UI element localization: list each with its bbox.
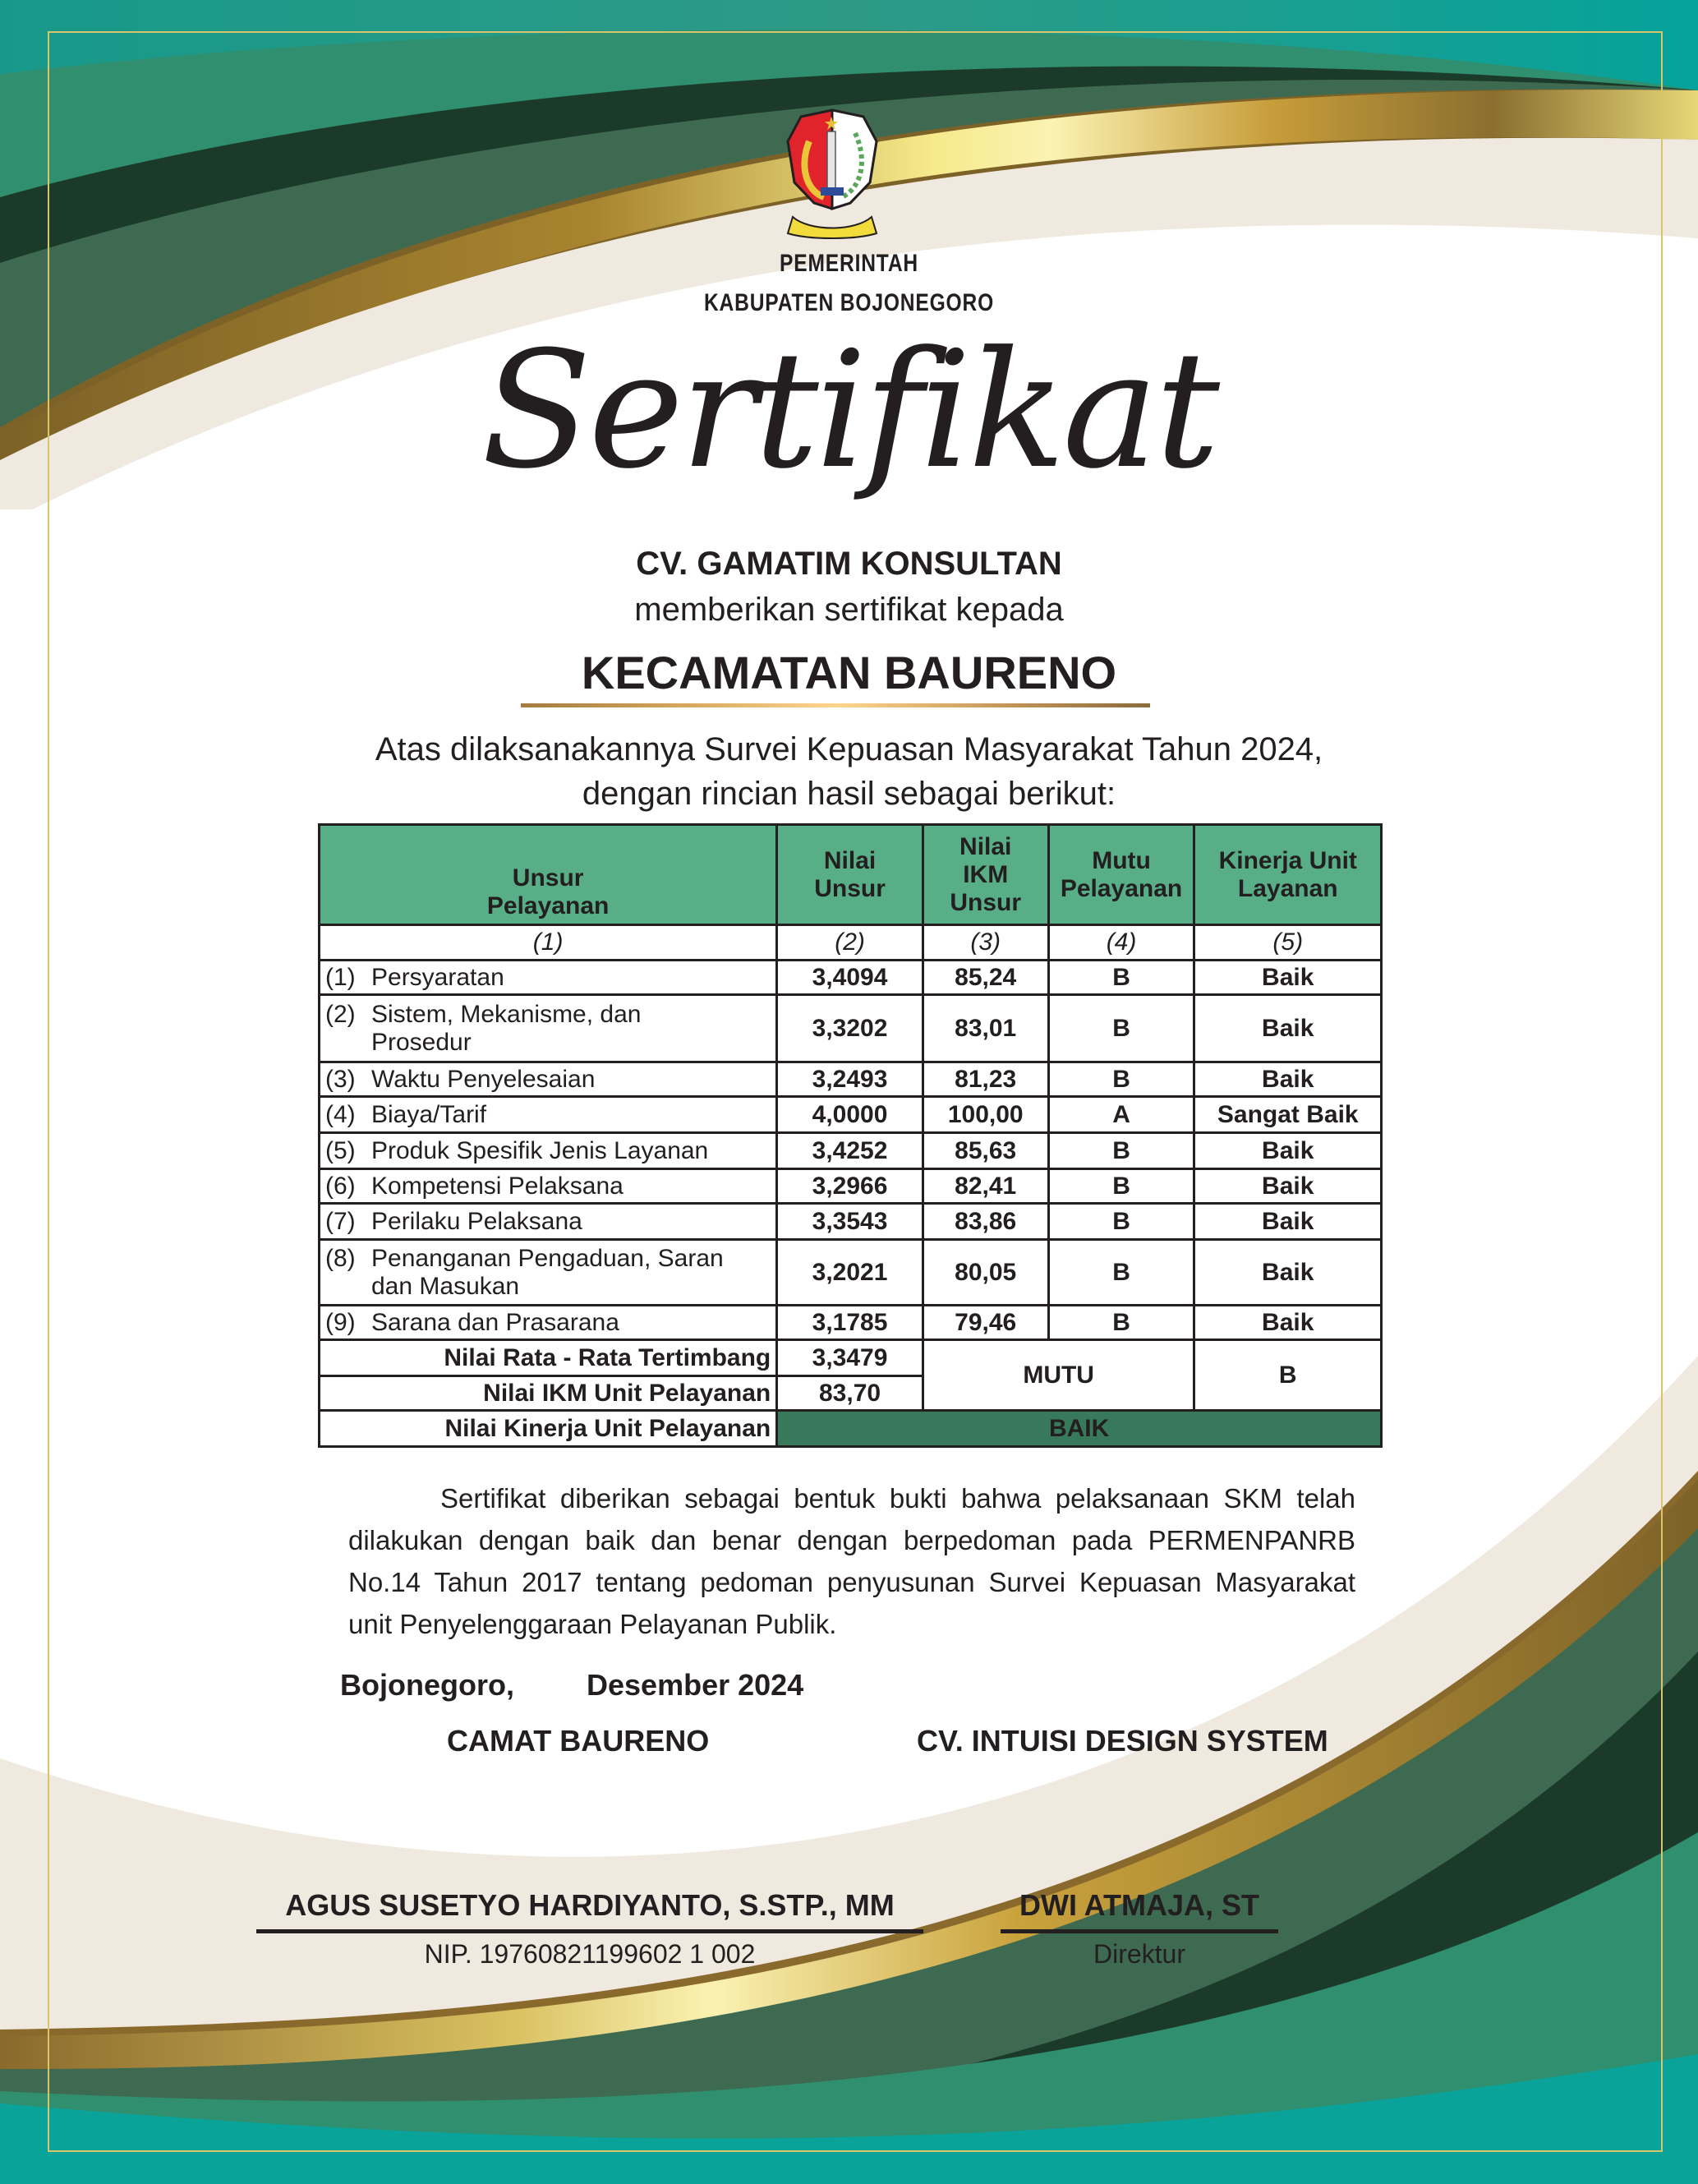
header-text: Unsur	[512, 864, 584, 892]
table-row	[320, 1169, 1382, 1204]
left-signature-line	[256, 1929, 923, 1933]
unsur-index: (1)	[325, 963, 356, 991]
ikm-unit-value: 83,70	[777, 1376, 923, 1411]
kinerja: Baik	[1194, 1306, 1382, 1340]
unsur-name	[320, 1306, 777, 1340]
header-nilai-unsur	[777, 825, 923, 925]
weighted-average-value: 3,3479	[777, 1340, 923, 1376]
header-nilai-ikm-unsur	[923, 825, 1048, 925]
nilai-ikm: 100,00	[923, 1097, 1048, 1133]
header-text: Unsur	[814, 874, 886, 902]
unsur-label: Persyaratan	[371, 963, 504, 991]
header-mutu-pelayanan	[1048, 825, 1194, 925]
unsur-label: Waktu Penyelesaian	[371, 1065, 596, 1093]
table-header-row	[320, 825, 1382, 925]
header-kinerja-unit	[1194, 825, 1382, 925]
mutu: B	[1048, 1133, 1194, 1169]
giving-text: memberikan sertifikat kepada	[634, 592, 1064, 628]
nilai-unsur: 3,3202	[777, 995, 923, 1062]
table-row	[320, 1204, 1382, 1240]
header-text: Nilai	[823, 846, 877, 874]
header-text: Mutu	[1092, 846, 1151, 874]
mutu-value: B	[1194, 1340, 1382, 1411]
table-row	[320, 1306, 1382, 1340]
summary-row-weighted-average	[320, 1340, 1382, 1376]
nilai-unsur: 3,4252	[777, 1133, 923, 1169]
table-row	[320, 1240, 1382, 1306]
unsur-index: (5)	[325, 1136, 356, 1164]
government-label: PEMERINTAH	[779, 250, 919, 277]
header-text: IKM	[963, 860, 1009, 888]
unsur-index: (9)	[325, 1308, 356, 1336]
kinerja: Baik	[1194, 1204, 1382, 1240]
kinerja: Baik	[1194, 1133, 1382, 1169]
left-signatory-role: CAMAT BAURENO	[447, 1724, 710, 1758]
unsur-index: (2)	[325, 1000, 356, 1028]
ikm-results-table	[318, 823, 1383, 1448]
nilai-unsur: 3,2966	[777, 1169, 923, 1204]
column-number: (4)	[1048, 925, 1194, 961]
unsur-name	[320, 1133, 777, 1169]
column-number: (2)	[777, 925, 923, 961]
nilai-ikm: 83,01	[923, 995, 1048, 1062]
unsur-label: Kompetensi Pelaksana	[371, 1172, 624, 1200]
nilai-unsur: 3,2493	[777, 1062, 923, 1097]
unsur-name	[320, 1097, 777, 1133]
header-text: Pelayanan	[486, 892, 610, 919]
header-text: Kinerja Unit	[1218, 846, 1357, 874]
mutu: B	[1048, 1204, 1194, 1240]
kinerja: Sangat Baik	[1194, 1097, 1382, 1133]
kinerja: Baik	[1194, 961, 1382, 995]
weighted-average-label: Nilai Rata - Rata Tertimbang	[320, 1340, 777, 1376]
unsur-label: Sistem, Mekanisme, dan	[371, 1000, 642, 1028]
header-text: Unsur	[950, 888, 1022, 916]
column-number: (3)	[923, 925, 1048, 961]
nilai-ikm: 85,63	[923, 1133, 1048, 1169]
mutu: B	[1048, 1169, 1194, 1204]
regency-label: KABUPATEN BOJONEGORO	[703, 289, 995, 316]
unsur-label-cont: dan Masukan	[371, 1272, 520, 1300]
table-row	[320, 1097, 1382, 1133]
nilai-ikm: 79,46	[923, 1306, 1048, 1340]
nilai-unsur: 3,3543	[777, 1204, 923, 1240]
intro-line-1: Atas dilaksanakannya Survei Kepuasan Masyarakat Tahun 2024,	[375, 731, 1323, 767]
unsur-label: Produk Spesifik Jenis Layanan	[371, 1136, 709, 1164]
kinerja-unit-label: Nilai Kinerja Unit Pelayanan	[320, 1411, 777, 1447]
nilai-unsur: 4,0000	[777, 1097, 923, 1133]
right-signatory-name: DWI ATMAJA, ST	[1019, 1888, 1259, 1922]
table-row	[320, 961, 1382, 995]
mutu: B	[1048, 1306, 1194, 1340]
nilai-unsur: 3,1785	[777, 1306, 923, 1340]
unsur-index: (8)	[325, 1244, 356, 1272]
unsur-label-cont: Prosedur	[371, 1028, 472, 1056]
header-unsur-pelayanan	[320, 825, 777, 925]
unsur-name	[320, 1169, 777, 1204]
signing-date: Desember 2024	[587, 1668, 804, 1702]
mutu: B	[1048, 961, 1194, 995]
right-signature-line	[1001, 1929, 1278, 1933]
mutu: B	[1048, 1062, 1194, 1097]
nilai-ikm: 83,86	[923, 1204, 1048, 1240]
unsur-name	[320, 961, 777, 995]
unsur-label: Penanganan Pengaduan, Saran	[371, 1244, 724, 1272]
certificate-title: Sertifikat	[481, 317, 1217, 505]
signing-place: Bojonegoro,	[340, 1668, 514, 1702]
mutu: B	[1048, 1240, 1194, 1306]
unsur-index: (3)	[325, 1065, 356, 1093]
column-number-row	[320, 925, 1382, 961]
unsur-index: (6)	[325, 1172, 356, 1200]
recipient-name: KECAMATAN BAURENO	[581, 647, 1117, 698]
column-number: (5)	[1194, 925, 1382, 961]
issuer-name: CV. GAMATIM KONSULTAN	[636, 546, 1062, 582]
unsur-name	[320, 1204, 777, 1240]
unsur-name	[320, 1240, 777, 1306]
nilai-ikm: 82,41	[923, 1169, 1048, 1204]
unsur-index: (4)	[325, 1100, 356, 1128]
kinerja: Baik	[1194, 1062, 1382, 1097]
kinerja-unit-value: BAIK	[777, 1411, 1382, 1447]
table-row	[320, 995, 1382, 1062]
kinerja: Baik	[1194, 1240, 1382, 1306]
intro-line-2: dengan rincian hasil sebagai berikut:	[582, 776, 1116, 812]
unsur-label: Sarana dan Prasarana	[371, 1308, 619, 1336]
mutu: B	[1048, 995, 1194, 1062]
nilai-ikm: 85,24	[923, 961, 1048, 995]
nilai-unsur: 3,4094	[777, 961, 923, 995]
recipient-underline	[521, 703, 1150, 707]
mutu: A	[1048, 1097, 1194, 1133]
nilai-ikm: 81,23	[923, 1062, 1048, 1097]
table-row	[320, 1133, 1382, 1169]
right-signatory-title: Direktur	[1093, 1939, 1185, 1969]
statement-text: Sertifikat diberikan sebagai bentuk bukti bahwa pelaksanaan SKM telah dilakukan dengan baik dan benar dengan berpedoman pada PERMENPANRB No.14 Tahun 2017 tentang pedoman penyusunan Survei Kepuasan Masyarakat unit Penyelenggaraan Pelayanan Publik.	[348, 1483, 1355, 1639]
ikm-unit-label: Nilai IKM Unit Pelayanan	[320, 1376, 777, 1411]
kinerja: Baik	[1194, 1169, 1382, 1204]
header-text: Pelayanan	[1060, 874, 1183, 902]
left-signatory-name: AGUS SUSETYO HARDIYANTO, S.STP., MM	[285, 1888, 895, 1922]
left-signatory-nip: NIP. 19760821199602 1 002	[424, 1939, 756, 1969]
nilai-unsur: 3,2021	[777, 1240, 923, 1306]
right-signatory-role: CV. INTUISI DESIGN SYSTEM	[917, 1724, 1328, 1758]
mutu-label: MUTU	[923, 1340, 1194, 1411]
certificate-statement	[348, 1477, 1355, 1645]
column-number: (1)	[320, 925, 777, 961]
unsur-label: Perilaku Pelaksana	[371, 1207, 582, 1235]
kinerja: Baik	[1194, 995, 1382, 1062]
header-text: Nilai	[959, 832, 1012, 860]
unsur-name	[320, 1062, 777, 1097]
summary-row-kinerja	[320, 1411, 1382, 1447]
unsur-index: (7)	[325, 1207, 356, 1235]
table-row	[320, 1062, 1382, 1097]
header-text: Layanan	[1237, 874, 1338, 902]
bojonegoro-coat-of-arms-icon	[785, 108, 880, 240]
unsur-name	[320, 995, 777, 1062]
unsur-label: Biaya/Tarif	[371, 1100, 487, 1128]
nilai-ikm: 80,05	[923, 1240, 1048, 1306]
